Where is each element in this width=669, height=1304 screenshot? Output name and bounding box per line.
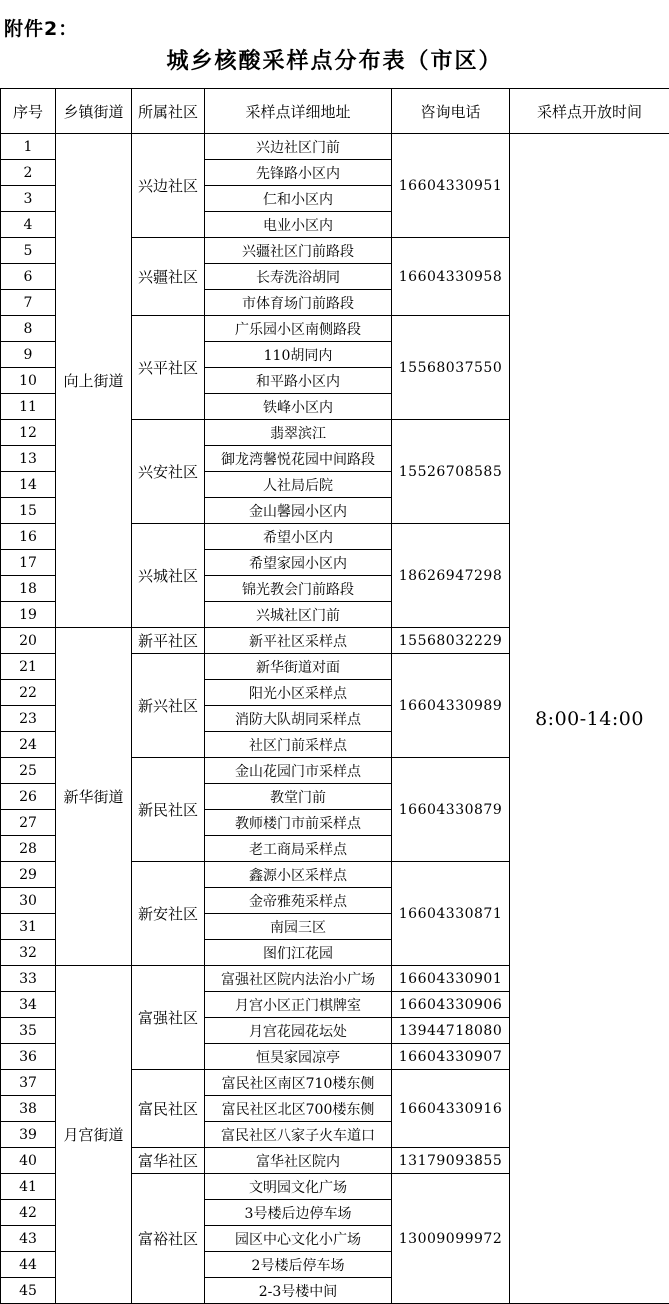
address-cell: 月宫小区正门棋牌室 (205, 992, 392, 1018)
address-cell: 先锋路小区内 (205, 160, 392, 186)
address-cell: 文明园文化广场 (205, 1174, 392, 1200)
address-cell: 铁峰小区内 (205, 394, 392, 420)
address-cell: 金山花园门市采样点 (205, 758, 392, 784)
row-index: 41 (1, 1174, 56, 1200)
community-cell: 富民社区 (132, 1070, 205, 1148)
table-row (1, 134, 669, 160)
address-cell: 鑫源小区采样点 (205, 862, 392, 888)
row-index: 37 (1, 1070, 56, 1096)
row-index: 11 (1, 394, 56, 420)
row-index: 13 (1, 446, 56, 472)
community-cell: 兴安社区 (132, 420, 205, 524)
row-index: 42 (1, 1200, 56, 1226)
col-header-hours: 采样点开放时间 (510, 89, 669, 134)
col-header-community: 所属社区 (132, 89, 205, 134)
street-cell: 向上街道 (56, 134, 132, 628)
row-index: 21 (1, 654, 56, 680)
row-index: 15 (1, 498, 56, 524)
address-cell: 110胡同内 (205, 342, 392, 368)
address-cell: 消防大队胡同采样点 (205, 706, 392, 732)
row-index: 44 (1, 1252, 56, 1278)
address-cell: 希望小区内 (205, 524, 392, 550)
address-cell: 人社局后院 (205, 472, 392, 498)
row-index: 23 (1, 706, 56, 732)
address-cell: 电业小区内 (205, 212, 392, 238)
community-cell: 富强社区 (132, 966, 205, 1070)
opening-hours-cell: 8:00-14:00 (510, 134, 669, 1304)
row-index: 3 (1, 186, 56, 212)
phone-cell: 15526708585 (392, 420, 510, 524)
row-index: 43 (1, 1226, 56, 1252)
address-cell: 金帝雅苑采样点 (205, 888, 392, 914)
row-index: 25 (1, 758, 56, 784)
address-cell: 教师楼门市前采样点 (205, 810, 392, 836)
row-index: 33 (1, 966, 56, 992)
address-cell: 2-3号楼中间 (205, 1278, 392, 1304)
address-cell: 富华社区院内 (205, 1148, 392, 1174)
address-cell: 教堂门前 (205, 784, 392, 810)
row-index: 20 (1, 628, 56, 654)
community-cell: 新民社区 (132, 758, 205, 862)
row-index: 29 (1, 862, 56, 888)
address-cell: 富强社区院内法治小广场 (205, 966, 392, 992)
phone-cell: 16604330989 (392, 654, 510, 758)
address-cell: 希望家园小区内 (205, 550, 392, 576)
phone-cell: 16604330951 (392, 134, 510, 238)
address-cell: 富民社区南区710楼东侧 (205, 1070, 392, 1096)
page-title: 城乡核酸采样点分布表（市区） (0, 44, 669, 75)
row-index: 12 (1, 420, 56, 446)
table-header-row (1, 89, 669, 134)
phone-cell: 16604330871 (392, 862, 510, 966)
row-index: 4 (1, 212, 56, 238)
row-index: 26 (1, 784, 56, 810)
col-header-address: 采样点详细地址 (205, 89, 392, 134)
row-index: 28 (1, 836, 56, 862)
address-cell: 和平路小区内 (205, 368, 392, 394)
row-index: 6 (1, 264, 56, 290)
address-cell: 翡翠滨江 (205, 420, 392, 446)
street-cell: 月宫街道 (56, 966, 132, 1304)
row-index: 18 (1, 576, 56, 602)
address-cell: 仁和小区内 (205, 186, 392, 212)
community-cell: 兴边社区 (132, 134, 205, 238)
row-index: 40 (1, 1148, 56, 1174)
phone-cell: 15568037550 (392, 316, 510, 420)
phone-cell: 16604330907 (392, 1044, 510, 1070)
row-index: 8 (1, 316, 56, 342)
row-index: 39 (1, 1122, 56, 1148)
attachment-label: 附件2： (4, 14, 78, 41)
phone-cell: 15568032229 (392, 628, 510, 654)
address-cell: 社区门前采样点 (205, 732, 392, 758)
row-index: 35 (1, 1018, 56, 1044)
row-index: 14 (1, 472, 56, 498)
community-cell: 兴平社区 (132, 316, 205, 420)
address-cell: 南园三区 (205, 914, 392, 940)
community-cell: 兴疆社区 (132, 238, 205, 316)
address-cell: 阳光小区采样点 (205, 680, 392, 706)
address-cell: 市体育场门前路段 (205, 290, 392, 316)
phone-cell: 13944718080 (392, 1018, 510, 1044)
community-cell: 新平社区 (132, 628, 205, 654)
phone-cell: 18626947298 (392, 524, 510, 628)
address-cell: 兴疆社区门前路段 (205, 238, 392, 264)
phone-cell: 13009099972 (392, 1174, 510, 1304)
address-cell: 兴城社区门前 (205, 602, 392, 628)
row-index: 34 (1, 992, 56, 1018)
sampling-site-table (0, 88, 669, 1304)
row-index: 9 (1, 342, 56, 368)
row-index: 2 (1, 160, 56, 186)
row-index: 31 (1, 914, 56, 940)
address-cell: 富民社区八家子火车道口 (205, 1122, 392, 1148)
street-cell: 新华街道 (56, 628, 132, 966)
phone-cell: 16604330958 (392, 238, 510, 316)
address-cell: 锦光教会门前路段 (205, 576, 392, 602)
phone-cell: 16604330916 (392, 1070, 510, 1148)
row-index: 24 (1, 732, 56, 758)
row-index: 45 (1, 1278, 56, 1304)
row-index: 30 (1, 888, 56, 914)
address-cell: 长寿洗浴胡同 (205, 264, 392, 290)
address-cell: 老工商局采样点 (205, 836, 392, 862)
community-cell: 新安社区 (132, 862, 205, 966)
row-index: 32 (1, 940, 56, 966)
col-header-index: 序号 (1, 89, 56, 134)
phone-cell: 16604330879 (392, 758, 510, 862)
row-index: 36 (1, 1044, 56, 1070)
row-index: 27 (1, 810, 56, 836)
address-cell: 金山馨园小区内 (205, 498, 392, 524)
address-cell: 富民社区北区700楼东侧 (205, 1096, 392, 1122)
address-cell: 3号楼后边停车场 (205, 1200, 392, 1226)
row-index: 10 (1, 368, 56, 394)
community-cell: 新兴社区 (132, 654, 205, 758)
address-cell: 图们江花园 (205, 940, 392, 966)
address-cell: 月宫花园花坛处 (205, 1018, 392, 1044)
row-index: 19 (1, 602, 56, 628)
address-cell: 2号楼后停车场 (205, 1252, 392, 1278)
community-cell: 富裕社区 (132, 1174, 205, 1304)
col-header-phone: 咨询电话 (392, 89, 510, 134)
address-cell: 兴边社区门前 (205, 134, 392, 160)
address-cell: 新华街道对面 (205, 654, 392, 680)
address-cell: 新平社区采样点 (205, 628, 392, 654)
community-cell: 兴城社区 (132, 524, 205, 628)
row-index: 5 (1, 238, 56, 264)
row-index: 16 (1, 524, 56, 550)
phone-cell: 13179093855 (392, 1148, 510, 1174)
phone-cell: 16604330906 (392, 992, 510, 1018)
row-index: 7 (1, 290, 56, 316)
address-cell: 园区中心文化小广场 (205, 1226, 392, 1252)
community-cell: 富华社区 (132, 1148, 205, 1174)
row-index: 1 (1, 134, 56, 160)
address-cell: 御龙湾馨悦花园中间路段 (205, 446, 392, 472)
address-cell: 广乐园小区南侧路段 (205, 316, 392, 342)
address-cell: 恒昊家园凉亭 (205, 1044, 392, 1070)
col-header-street: 乡镇街道 (56, 89, 132, 134)
row-index: 17 (1, 550, 56, 576)
row-index: 38 (1, 1096, 56, 1122)
phone-cell: 16604330901 (392, 966, 510, 992)
row-index: 22 (1, 680, 56, 706)
